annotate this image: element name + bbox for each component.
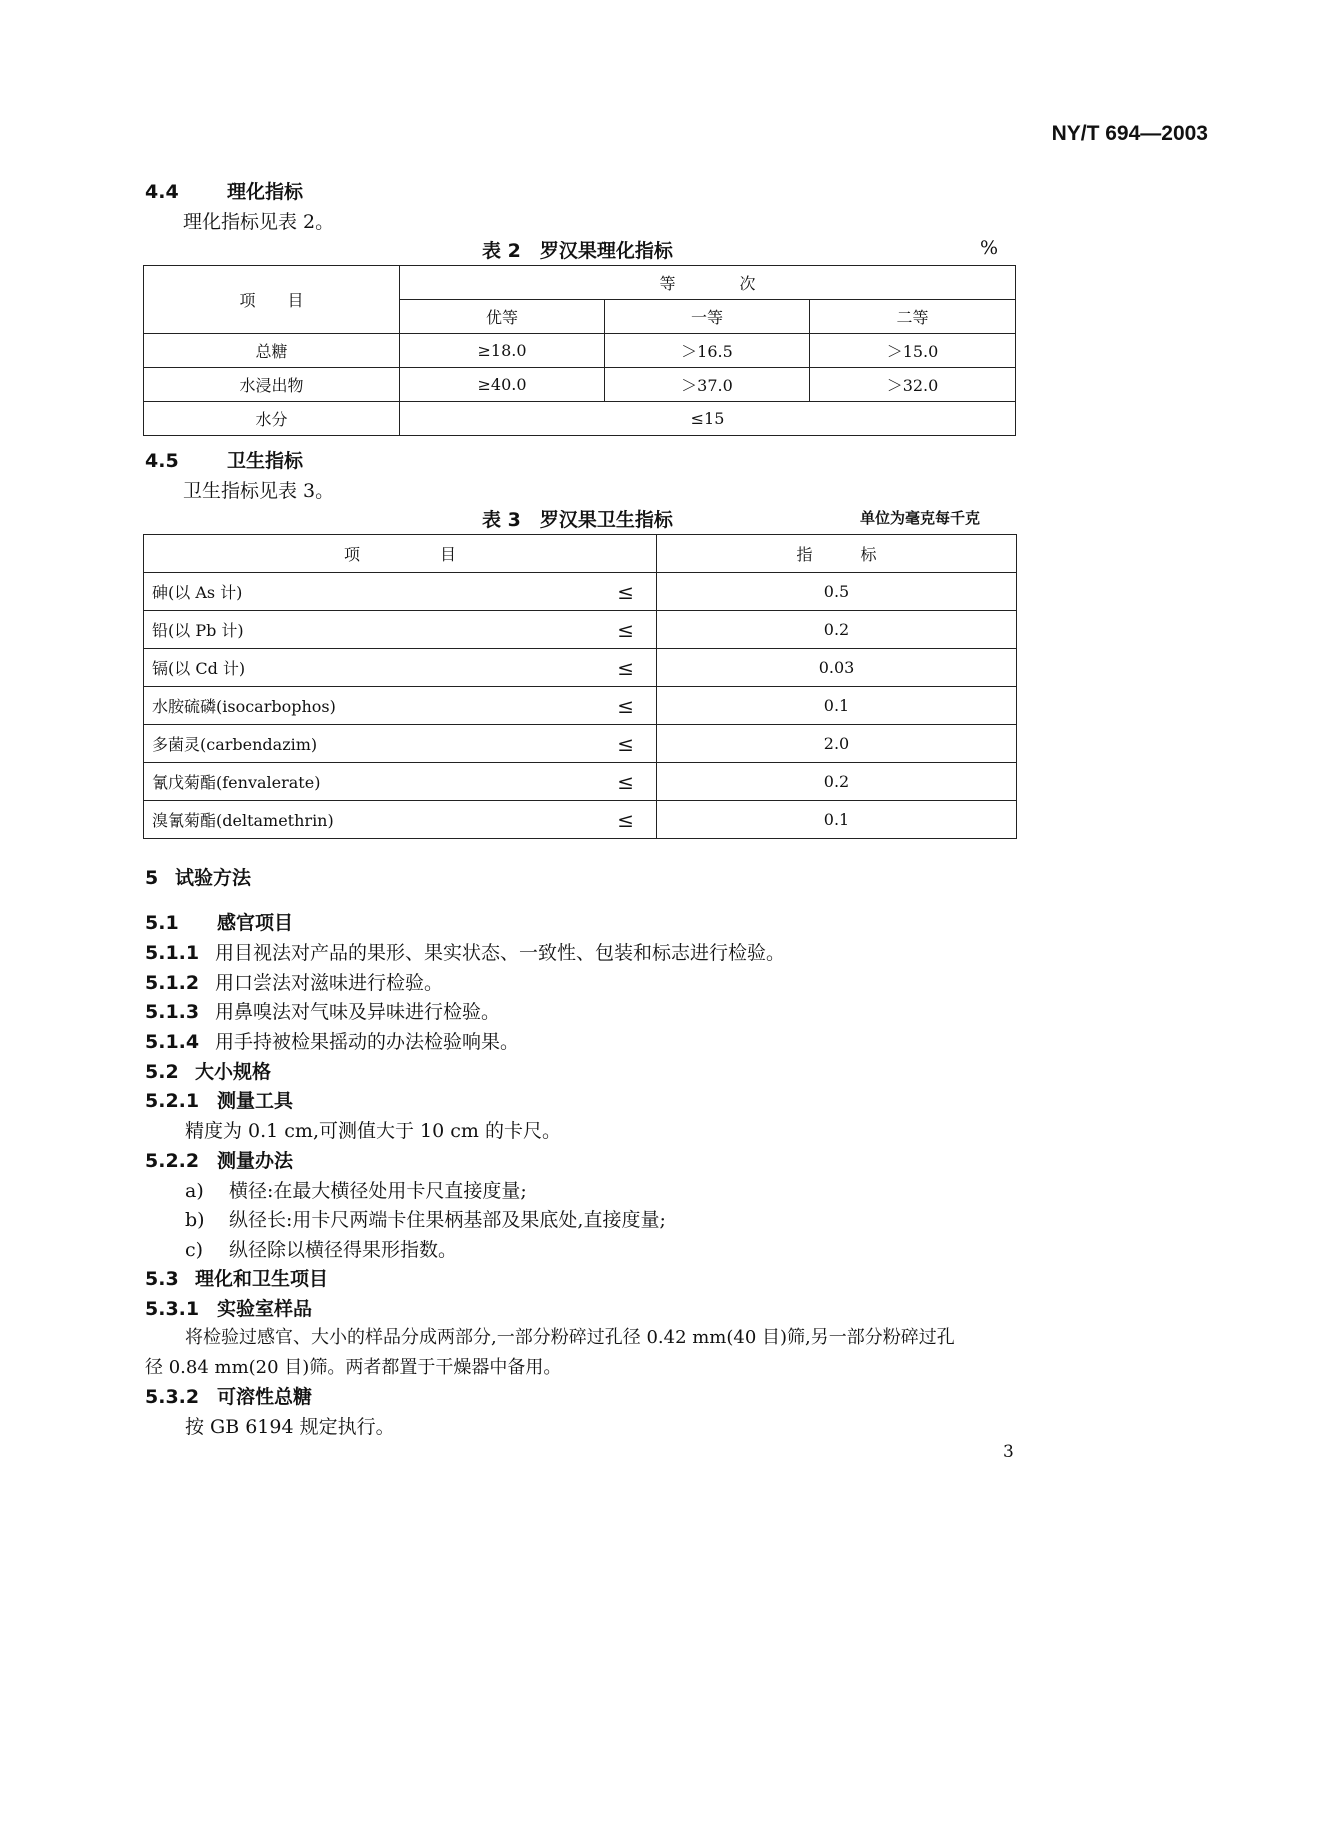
section-title: 理化和卫生项目 [195,1268,329,1290]
section-number: 5.2 [145,1061,179,1083]
table-row [144,368,1016,402]
section-number: 5.1.3 [145,1001,200,1023]
section-4-4-text: 理化指标见表 2。 [183,211,335,233]
section-5-2-heading [145,1057,271,1084]
table2-caption: 表 2 罗汉果理化指标 [482,240,673,262]
section-number: 5.3.2 [145,1386,200,1408]
table3-value: 0.1 [657,687,1017,725]
section-4-5-heading [145,446,303,473]
table2-item: 水浸出物 [144,368,400,402]
section-number: 4.4 [145,181,179,203]
section-5-3-1-text-line2: 径 0.84 mm(20 目)筛。两者都置于干燥器中备用。 [145,1357,562,1378]
section-text: 用口尝法对滋味进行检验。 [215,972,444,994]
section-number: 5.1 [145,912,179,934]
table3-value: 0.03 [657,649,1017,687]
list-text: 横径:在最大横径处用卡尺直接度量; [229,1180,527,1202]
table3-unit: 单位为毫克每千克 [860,509,981,527]
section-number: 5 [145,867,159,889]
section-number: 5.1.4 [145,1031,200,1053]
table3-item: 氰戊菊酯(fenvalerate) [144,763,564,801]
section-5-3-heading [145,1264,328,1291]
table-3 [143,534,1017,839]
section-5-3-2-heading [145,1382,312,1409]
table3-item: 砷(以 As 计) [144,573,564,611]
table2-grade: 一等 [605,300,810,334]
table-row [144,611,1017,649]
table2-grade: 二等 [810,300,1016,334]
table2-cell: ＞15.0 [810,334,1016,368]
table-row [144,649,1017,687]
section-number: 5.2.1 [145,1090,200,1112]
section-5-3-1-heading [145,1294,312,1321]
list-item [185,1205,666,1232]
table3-operator: ≤ [564,763,657,801]
table2-grade: 优等 [400,300,605,334]
table3-value: 2.0 [657,725,1017,763]
table2-cell: ≥18.0 [400,334,605,368]
section-5-1-3 [145,997,500,1024]
table3-item: 镉(以 Cd 计) [144,649,564,687]
table3-value: 0.2 [657,763,1017,801]
section-5-2-1-heading [145,1086,293,1113]
section-5-2-1-text: 精度为 0.1 cm,可测值大于 10 cm 的卡尺。 [185,1120,561,1142]
table3-operator: ≤ [564,725,657,763]
table2-unit: % [980,237,999,259]
section-title: 试验方法 [175,867,252,889]
table2-cell: ＞37.0 [605,368,810,402]
list-label: c) [185,1239,204,1261]
table3-head-index: 指 标 [657,535,1017,573]
table2-item: 水分 [144,402,400,436]
table-2 [143,265,1016,436]
table3-value: 0.5 [657,573,1017,611]
standard-number: NY/T 694—2003 [1051,122,1208,145]
table-row [144,687,1017,725]
table-row [144,763,1017,801]
section-text: 用目视法对产品的果形、果实状态、一致性、包装和标志进行检验。 [215,942,786,964]
table3-operator: ≤ [564,573,657,611]
section-number: 4.5 [145,450,179,472]
section-text: 用鼻嗅法对气味及异味进行检验。 [215,1001,501,1023]
section-title: 测量工具 [217,1090,294,1112]
section-5-1-heading [145,908,293,935]
list-item [185,1235,457,1262]
section-number: 5.1.1 [145,942,200,964]
section-title: 测量办法 [217,1150,294,1172]
table3-operator: ≤ [564,687,657,725]
table2-head-item: 项 目 [144,266,400,334]
section-5-1-2 [145,968,443,995]
list-label: a) [185,1180,204,1202]
table3-item: 多菌灵(carbendazim) [144,725,564,763]
section-5-1-1 [145,938,785,965]
table3-item: 溴氰菊酯(deltamethrin) [144,801,564,839]
table3-head-item: 项 目 [144,535,657,573]
table3-item: 水胺硫磷(isocarbophos) [144,687,564,725]
page-number: 3 [1003,1442,1014,1462]
table-row [144,402,1016,436]
list-text: 纵径长:用卡尺两端卡住果柄基部及果底处,直接度量; [229,1209,666,1231]
table2-head-grade: 等 次 [400,266,1016,300]
list-text: 纵径除以横径得果形指数。 [229,1239,458,1261]
section-5-heading [145,863,251,890]
table2-cell: ＞16.5 [605,334,810,368]
section-title: 可溶性总糖 [217,1386,313,1408]
table3-item: 铅(以 Pb 计) [144,611,564,649]
table2-cell: ＞32.0 [810,368,1016,402]
table2-item: 总糖 [144,334,400,368]
table2-cell: ≤15 [400,402,1016,436]
section-5-2-2-heading [145,1146,293,1173]
table-row [144,334,1016,368]
section-5-3-2-text: 按 GB 6194 规定执行。 [185,1416,395,1438]
section-number: 5.1.2 [145,972,200,994]
table3-caption: 表 3 罗汉果卫生指标 [482,509,673,531]
table-row [144,801,1017,839]
table-row [144,725,1017,763]
section-title: 感官项目 [217,912,294,934]
table3-operator: ≤ [564,801,657,839]
section-text: 用手持被检果摇动的办法检验响果。 [215,1031,520,1053]
section-number: 5.3 [145,1268,179,1290]
list-item [185,1176,527,1203]
table3-value: 0.1 [657,801,1017,839]
table3-operator: ≤ [564,649,657,687]
section-title: 卫生指标 [227,450,304,472]
table3-operator: ≤ [564,611,657,649]
section-4-4-heading [145,177,303,204]
section-5-1-4 [145,1027,519,1054]
list-label: b) [185,1209,205,1231]
table2-cell: ≥40.0 [400,368,605,402]
table-row [144,573,1017,611]
section-title: 大小规格 [195,1061,272,1083]
section-title: 实验室样品 [217,1298,313,1320]
section-number: 5.3.1 [145,1298,200,1320]
section-number: 5.2.2 [145,1150,200,1172]
section-4-5-text: 卫生指标见表 3。 [183,480,335,502]
section-5-3-1-text-line1: 将检验过感官、大小的样品分成两部分,一部分粉碎过孔径 0.42 mm(40 目)筛,另一部分粉碎过孔 [185,1327,955,1348]
section-title: 理化指标 [227,181,304,203]
table3-value: 0.2 [657,611,1017,649]
